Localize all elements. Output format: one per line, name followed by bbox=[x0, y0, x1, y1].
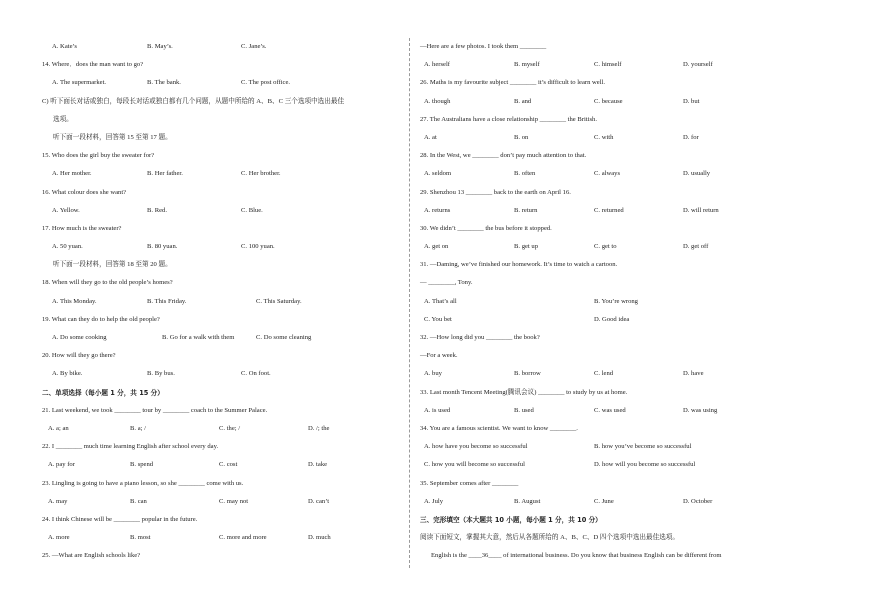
option: D. Good idea bbox=[594, 315, 630, 323]
q31-options-row2 bbox=[418, 311, 838, 329]
option: B. return bbox=[514, 206, 538, 214]
option: A. may bbox=[48, 497, 68, 505]
option: C. the; / bbox=[219, 424, 241, 432]
option: A. That’s all bbox=[424, 297, 457, 305]
option: A. seldom bbox=[424, 170, 452, 178]
option: B. get up bbox=[514, 243, 538, 251]
option: B. You’re wrong bbox=[594, 297, 638, 305]
option: A. Her mother. bbox=[52, 170, 92, 178]
question-14: 14. Where．does the man want to go? bbox=[42, 61, 144, 69]
option: D. yourself bbox=[683, 61, 713, 69]
q35-options bbox=[418, 493, 838, 511]
q26-options bbox=[418, 93, 838, 111]
option: D. get off bbox=[683, 243, 709, 251]
option: D. for bbox=[683, 133, 699, 141]
question-28: 28. In the West, we ________ don’t pay much attention to that. bbox=[420, 152, 587, 160]
section-c-instruction-cont: 选项。 bbox=[53, 115, 73, 123]
q16-options bbox=[40, 202, 400, 220]
q18-options bbox=[40, 293, 400, 311]
option: C. more and more bbox=[219, 534, 267, 542]
option: B. This Friday. bbox=[147, 297, 187, 305]
option: C. Do some cleaning bbox=[256, 334, 312, 341]
q23-options bbox=[40, 493, 400, 511]
option: C. because bbox=[594, 97, 623, 105]
option: C. get to bbox=[594, 243, 617, 251]
option: B. May’s. bbox=[147, 43, 173, 50]
option: B. can bbox=[130, 497, 147, 505]
option: B. used bbox=[514, 406, 534, 414]
option: B. August bbox=[514, 497, 541, 505]
option: A. herself bbox=[424, 61, 450, 69]
question-35: 35. September comes after ________ bbox=[420, 479, 519, 487]
question-26: 26. Maths is my favourite subject ________ it’s difficult to learn well. bbox=[420, 79, 606, 87]
question-32-cont: —For a week. bbox=[420, 352, 458, 360]
option: B. By bus. bbox=[147, 370, 175, 378]
q34-options-row2 bbox=[418, 456, 838, 474]
option: B. 80 yuan. bbox=[147, 243, 178, 251]
option: C. cost bbox=[219, 461, 238, 469]
option: B. Red. bbox=[147, 206, 167, 214]
option: B. myself bbox=[514, 61, 540, 69]
option: C. Blue. bbox=[241, 206, 263, 214]
option: B. how you’ve become so successful bbox=[594, 443, 692, 451]
option: A. how have you become so successful bbox=[424, 443, 528, 451]
q34-options-row1 bbox=[418, 438, 838, 456]
option: D. how will you become so successful bbox=[594, 461, 696, 469]
q22-options bbox=[40, 456, 400, 474]
section-heading: 三、完形填空（本大题共 10 小题，每小题 1 分，共 10 分） bbox=[420, 515, 602, 524]
option: A. at bbox=[424, 133, 437, 141]
option: B. often bbox=[514, 170, 536, 178]
question-33: 33. Last month Tencent Meeting(腾讯会议) ________ to study by us at home. bbox=[420, 388, 628, 396]
passage-line: English is the ____36____ of international business. Do you know that business English can be different from bbox=[431, 552, 722, 560]
q20-options bbox=[40, 365, 400, 383]
q24-options bbox=[40, 529, 400, 547]
q19-options bbox=[40, 329, 400, 347]
option: D. have bbox=[683, 370, 704, 378]
option: D. was using bbox=[683, 406, 718, 414]
option: A. is used bbox=[424, 406, 451, 414]
q32-options bbox=[418, 365, 838, 383]
option: C. This Saturday. bbox=[256, 297, 302, 305]
option: C. always bbox=[594, 170, 621, 178]
question-29: 29. Shenzhou 13 ________ back to the earth on April 16. bbox=[420, 188, 571, 196]
option: A. The supermarket. bbox=[52, 79, 107, 87]
q14-options bbox=[40, 74, 400, 92]
listen-instruction: 听下面一段材料，回答第 15 至第 17 题。 bbox=[53, 133, 172, 141]
option: A. Yellow. bbox=[52, 206, 80, 214]
q25-options bbox=[418, 56, 838, 74]
option: B. Her father. bbox=[147, 170, 183, 178]
q31-options-row1 bbox=[418, 293, 838, 311]
option: A. This Monday. bbox=[52, 297, 97, 305]
q15-options bbox=[40, 165, 400, 183]
option: C. with bbox=[594, 133, 614, 141]
option: C. himself bbox=[594, 61, 622, 69]
option: A. more bbox=[48, 534, 70, 542]
question-20: 20. How will they go there? bbox=[42, 352, 116, 360]
question-25-cont: —Here are a few photos. I took them ________ bbox=[420, 43, 547, 50]
option: A. buy bbox=[424, 370, 442, 378]
question-24: 24. I think Chinese will be ________ popular in the future. bbox=[42, 515, 198, 523]
question-32: 32. —How long did you ________ the book? bbox=[420, 334, 540, 341]
question-19: 19. What can they do to help the old people? bbox=[42, 315, 160, 323]
option: A. get on bbox=[424, 243, 449, 251]
question-23: 23. Lingling is going to have a piano lesson, so she ________ come with us. bbox=[42, 479, 244, 487]
option: D. but bbox=[683, 97, 700, 105]
option: A. By bike. bbox=[52, 370, 83, 378]
q27-options bbox=[418, 129, 838, 147]
option: D. /; the bbox=[308, 424, 330, 432]
q21-options bbox=[40, 420, 400, 438]
option: C. Jane’s. bbox=[241, 43, 267, 50]
option: B. spend bbox=[130, 461, 154, 469]
option: D. can’t bbox=[308, 497, 330, 505]
left-column bbox=[40, 38, 400, 565]
option: B. on bbox=[514, 133, 529, 141]
option: D. much bbox=[308, 534, 331, 542]
question-27: 27. The Australians have a close relationship ________ the British. bbox=[420, 115, 597, 123]
option: C. You bet bbox=[424, 315, 452, 323]
q29-options bbox=[418, 202, 838, 220]
question-15: 15. Who does the girl buy the sweater for? bbox=[42, 152, 155, 160]
question-22: 22. I ________ much time learning English after school every day. bbox=[42, 443, 219, 451]
option: D. will return bbox=[683, 206, 719, 214]
column-divider bbox=[409, 38, 410, 568]
option: D. usually bbox=[683, 170, 711, 178]
option: B. a; / bbox=[130, 424, 146, 432]
option: B. most bbox=[130, 534, 151, 542]
option: D. October bbox=[683, 497, 713, 505]
q33-options bbox=[418, 402, 838, 420]
option: A. a; an bbox=[48, 424, 69, 432]
q28-options bbox=[418, 165, 838, 183]
option: B. The bank. bbox=[147, 79, 181, 87]
option: A. though bbox=[424, 97, 451, 105]
option: C. June bbox=[594, 497, 614, 505]
option: A. Do some cooking bbox=[52, 334, 107, 341]
option: C. Her brother. bbox=[241, 170, 281, 178]
q13-options bbox=[40, 38, 400, 56]
option: C. may not bbox=[219, 497, 249, 505]
option: A. pay for bbox=[48, 461, 75, 469]
option: B. and bbox=[514, 97, 532, 105]
question-31: 31. —Daming, we’ve finished our homework. It’s time to watch a cartoon. bbox=[420, 261, 618, 269]
option: B. Go for a walk with them bbox=[162, 334, 235, 341]
option: C. was used bbox=[594, 406, 626, 414]
section-instruction: 阅读下面短文，掌握其大意，然后从各题所给的 A、B、C、D 四个选项中选出最佳选项。 bbox=[420, 534, 679, 542]
question-25: 25. —What are English schools like? bbox=[42, 552, 141, 560]
question-30: 30. We didn’t ________ the bus before it stopped. bbox=[420, 224, 552, 232]
section-c-instruction: C) 听下面长对话或独白，每段长对话或独白都有几个问题，从题中所给的 A、B、C 三个选项中选出最佳 bbox=[42, 97, 345, 105]
option: A. Kate’s bbox=[52, 43, 77, 50]
q17-options bbox=[40, 238, 400, 256]
section-heading: 二、单项选择（每小题 1 分，共 15 分） bbox=[42, 388, 164, 397]
option: B. borrow bbox=[514, 370, 541, 378]
option: A. July bbox=[424, 497, 444, 505]
option: C. The post office. bbox=[241, 79, 291, 87]
option: C. lend bbox=[594, 370, 614, 378]
option: C. how you will become so successful bbox=[424, 461, 525, 469]
option: A. returns bbox=[424, 206, 451, 214]
option: D. take bbox=[308, 461, 328, 469]
q30-options bbox=[418, 238, 838, 256]
listen-instruction: 听下面一段材料，回答第 18 至第 20 题。 bbox=[53, 261, 172, 269]
option: A. 50 yuan. bbox=[52, 243, 83, 251]
question-34: 34. You are a famous scientist. We want to know ________. bbox=[420, 424, 578, 432]
option: C. returned bbox=[594, 206, 624, 214]
question-17: 17. How much is the sweater? bbox=[42, 224, 122, 232]
question-21: 21. Last weekend, we took ________ tour by ________ coach to the Summer Palace. bbox=[42, 406, 268, 414]
question-31-cont: — ________, Tony. bbox=[420, 279, 473, 287]
question-16: 16. What colour does she want? bbox=[42, 188, 127, 196]
question-18: 18. When will they go to the old people’s homes? bbox=[42, 279, 173, 287]
option: C. 100 yuan. bbox=[241, 243, 275, 251]
option: C. On foot. bbox=[241, 370, 271, 378]
right-column bbox=[418, 38, 838, 565]
